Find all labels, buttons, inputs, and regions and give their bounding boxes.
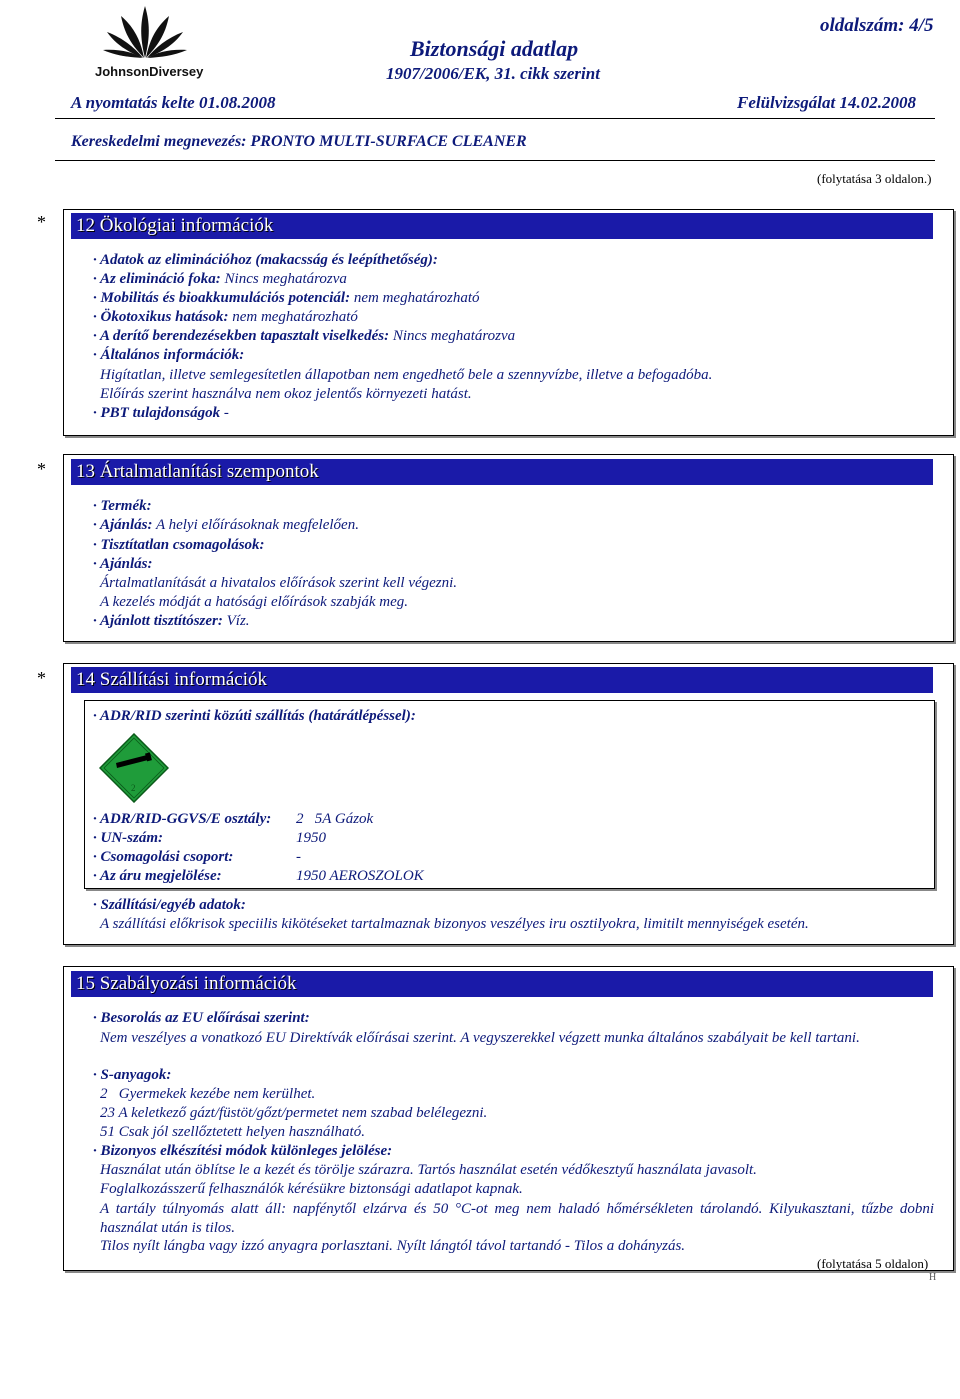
other-transport-label: · Szállítási/egyéb adatok:: [93, 897, 246, 913]
s-phrase-1: 23 A keletkező gázt/füstöt/gőzt/permetet nem szabad belélegezni.: [100, 1105, 488, 1121]
continued-to: (folytatása 5 oldalon): [817, 1256, 929, 1271]
s13-line-1: · Ajánlás: A helyi előírásoknak megfelelően.: [93, 517, 359, 533]
hazard-class-number: 2: [131, 783, 136, 793]
s12-line-0: · Adatok az eliminációhoz (makacsság és leépíthetőség):: [93, 252, 438, 268]
print-date: A nyomtatás kelte 01.08.2008: [71, 93, 276, 112]
s13-line-3: · Ajánlás:: [93, 556, 153, 572]
brand-name: JohnsonDiversey: [95, 64, 204, 79]
adr-row-2: · Csomagolási csoport:: [93, 849, 234, 865]
leaf-logo-icon: [95, 2, 195, 60]
adr-row-1: · UN-szám:: [93, 830, 163, 846]
document-subtitle: 1907/2006/EK, 31. cikk szerint: [386, 64, 600, 83]
s-phrase-0: 2 Gyermekek kezébe nem kerülhet.: [100, 1086, 316, 1102]
revision-date: Felülvizsgálat 14.02.2008: [737, 93, 916, 112]
s12-line-1: · Az elimináció foka: Nincs meghatározva: [93, 271, 347, 287]
special-line-2: A tartály túlnyomás alatt áll: napfénytől elzárva és 50 °C-ot meg nem haladó hőmérsékleten tárolandó. Kilyukasztani, tűzbe dobni használat után is tilos.: [100, 1201, 934, 1236]
adr-heading: · ADR/RID szerinti közúti szállítás (határátlépéssel):: [93, 708, 416, 724]
s12-line-5: · Általános információk:: [93, 347, 245, 363]
section-12-title: 12 Ökológiai információk: [71, 213, 933, 239]
section-15-title: 15 Szabályozási információk: [71, 971, 933, 997]
section-14-title: 14 Szállítási információk: [71, 667, 933, 693]
s13-line-0: · Termék:: [93, 498, 152, 514]
section-13-star: *: [37, 459, 46, 479]
adr-row-0-value: 2 5A Gázok: [296, 811, 374, 827]
s-phrases-label: · S-anyagok:: [93, 1067, 172, 1083]
s13-line-2: · Tisztítatlan csomagolások:: [93, 537, 265, 553]
adr-row-1-value: 1950: [296, 830, 326, 846]
section-13-title: 13 Ártalmatlanítási szempontok: [71, 459, 933, 485]
trade-name: Kereskedelmi megnevezés: PRONTO MULTI-SURFACE CLEANER: [71, 133, 527, 150]
adr-row-3: · Az áru megjelölése:: [93, 868, 222, 884]
section-12-star: *: [37, 212, 46, 232]
s13-line-6: · Ajánlott tisztítószer: Víz.: [93, 613, 250, 629]
s12-line-4: · A derítő berendezésekben tapasztalt viselkedés: Nincs meghatározva: [93, 328, 516, 344]
s13-line-5: A kezelés módját a hatósági előírások szabják meg.: [100, 594, 409, 610]
special-line-1: Foglalkozásszerű felhasználók kérésükre biztonsági adatlapot kapnak.: [100, 1181, 523, 1197]
adr-row-2-value: -: [296, 849, 301, 865]
s12-line-2: · Mobilitás és bioakkumulációs potenciál: nem meghatározható: [93, 290, 480, 306]
adr-row-3-value: 1950 AEROSZOLOK: [296, 868, 424, 884]
eu-classification-label: · Besorolás az EU előírásai szerint:: [93, 1010, 310, 1026]
section-14-star: *: [37, 668, 46, 688]
document-title: Biztonsági adatlap: [410, 36, 579, 61]
trade-name-rule: [55, 160, 935, 161]
s-phrase-2: 51 Csak jól szellőztetett helyen használható.: [100, 1124, 365, 1140]
s12-line-8: · PBT tulajdonságok -: [93, 405, 229, 421]
hazard-label-2: [99, 733, 169, 803]
header-rule: [55, 118, 935, 119]
s13-line-4: Ártalmatlanítását a hivatalos előírások szerint kell végezni.: [100, 575, 458, 591]
s12-line-7: Előírás szerint használva nem okoz jelentős környezeti hatást.: [100, 386, 472, 402]
corner-mark: H: [929, 1272, 937, 1283]
eu-classification-text: Nem veszélyes a vonatkozó EU Direktívák előírásai szerint. A vegyszerekkel végzett munka általános szabályait be kell tartani.: [100, 1030, 860, 1046]
s12-line-6: Higítatlan, illetve semlegesítetlen állapotban nem engedhető bele a szennyvízbe, illetve a befogadóba.: [100, 367, 713, 383]
brand-logo: [95, 2, 204, 80]
other-transport-text: A szállítási előkrisok speciilis kikötéseket tartalmaznak bizonyos veszélyes iru osztilyokra, limitilt mennyiségek esetén.: [100, 916, 809, 932]
special-line-0: Használat után öblítse le a kezét és törölje szárazra. Tartós használat esetén védőkesztyű használata javasolt.: [100, 1162, 757, 1178]
special-marking-label: · Bizonyos elkészítési módok különleges jelölése:: [93, 1143, 393, 1159]
s12-line-3: · Ökotoxikus hatások: nem meghatározható: [93, 309, 358, 325]
page-number: oldalszám: 4/5: [820, 15, 934, 36]
adr-row-0: · ADR/RID-GGVS/E osztály:: [93, 811, 272, 827]
continued-from: (folytatása 3 oldalon.): [817, 171, 932, 186]
special-line-3: Tilos nyílt lángba vagy izzó anyagra porlasztani. Nyílt lángtól távol tartandó - Tilos a dohányzás.: [100, 1238, 686, 1254]
